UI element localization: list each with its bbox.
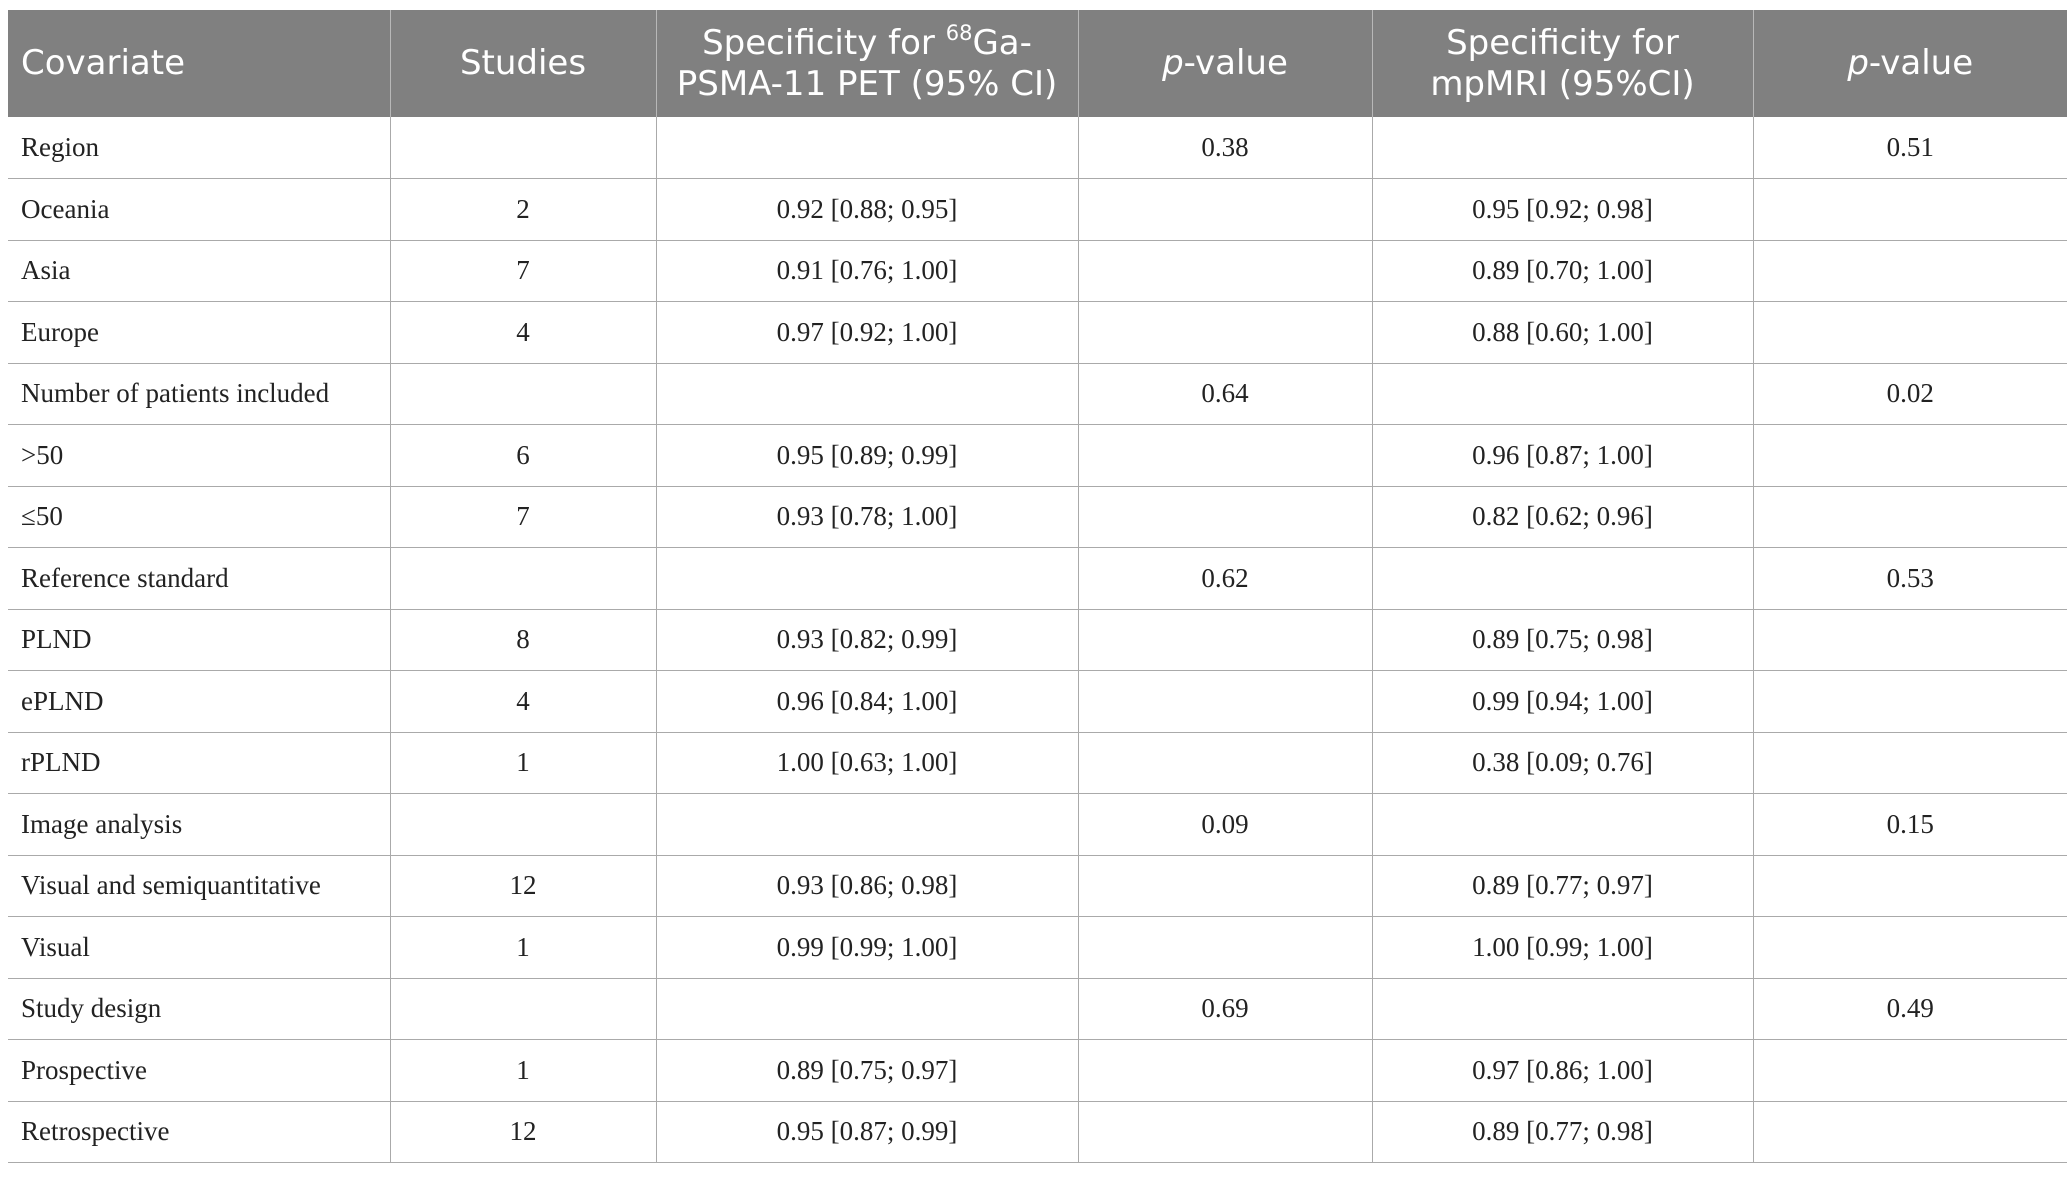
table-row [8, 609, 2067, 671]
cell-mri-p-value [1753, 1101, 2067, 1163]
cell-studies: 1 [390, 732, 656, 794]
cell-pet-specificity: 1.00 [0.63; 1.00] [656, 732, 1078, 794]
cell-studies [390, 363, 656, 425]
table-row [8, 425, 2067, 487]
table-row [8, 794, 2067, 856]
cell-pet-p-value: 0.62 [1078, 548, 1372, 610]
cell-covariate: ePLND [8, 671, 390, 733]
header-pet-spec-superscript: 68 [945, 20, 973, 45]
table-row [8, 978, 2067, 1040]
table-body [8, 117, 2067, 1163]
header-pet-specificity [656, 10, 1078, 117]
cell-pet-specificity: 0.95 [0.89; 0.99] [656, 425, 1078, 487]
table-row [8, 302, 2067, 364]
header-pet-p-rest: -value [1183, 43, 1288, 83]
cell-mri-specificity [1372, 363, 1753, 425]
header-mri-p-rest: -value [1868, 43, 1974, 83]
cell-mri-p-value: 0.51 [1753, 117, 2067, 179]
cell-pet-p-value: 0.69 [1078, 978, 1372, 1040]
cell-mri-p-value: 0.15 [1753, 794, 2067, 856]
table-row [8, 855, 2067, 917]
cell-pet-p-value [1078, 1101, 1372, 1163]
cell-covariate: Visual and semiquantitative [8, 855, 390, 917]
header-row [8, 10, 2067, 117]
cell-covariate: Study design [8, 978, 390, 1040]
cell-covariate: Prospective [8, 1040, 390, 1102]
cell-covariate: Image analysis [8, 794, 390, 856]
cell-mri-p-value [1753, 1040, 2067, 1102]
cell-mri-specificity: 0.96 [0.87; 1.00] [1372, 425, 1753, 487]
cell-mri-specificity: 0.95 [0.92; 0.98] [1372, 179, 1753, 241]
cell-studies: 8 [390, 609, 656, 671]
cell-pet-p-value: 0.38 [1078, 117, 1372, 179]
cell-studies: 1 [390, 1040, 656, 1102]
cell-pet-specificity: 0.93 [0.78; 1.00] [656, 486, 1078, 548]
cell-pet-p-value: 0.64 [1078, 363, 1372, 425]
cell-pet-specificity: 0.92 [0.88; 0.95] [656, 179, 1078, 241]
cell-mri-specificity: 1.00 [0.99; 1.00] [1372, 917, 1753, 979]
cell-pet-p-value [1078, 609, 1372, 671]
cell-mri-p-value [1753, 425, 2067, 487]
cell-pet-specificity: 0.91 [0.76; 1.00] [656, 240, 1078, 302]
cell-covariate: Asia [8, 240, 390, 302]
cell-mri-specificity: 0.38 [0.09; 0.76] [1372, 732, 1753, 794]
header-pet-spec-line2: PSMA-11 PET (95% CI) [676, 63, 1058, 104]
cell-pet-specificity: 0.93 [0.86; 0.98] [656, 855, 1078, 917]
cell-studies [390, 978, 656, 1040]
cell-mri-specificity: 0.89 [0.75; 0.98] [1372, 609, 1753, 671]
table-row [8, 671, 2067, 733]
cell-covariate: Visual [8, 917, 390, 979]
cell-studies: 7 [390, 240, 656, 302]
cell-mri-specificity: 0.97 [0.86; 1.00] [1372, 1040, 1753, 1102]
cell-studies: 2 [390, 179, 656, 241]
cell-pet-p-value [1078, 1040, 1372, 1102]
cell-covariate: Oceania [8, 179, 390, 241]
cell-covariate: PLND [8, 609, 390, 671]
cell-mri-specificity: 0.89 [0.70; 1.00] [1372, 240, 1753, 302]
cell-mri-specificity [1372, 548, 1753, 610]
header-covariate: Covariate [8, 10, 390, 117]
header-mri-spec-line2: mpMRI (95%CI) [1430, 63, 1695, 104]
table-row [8, 117, 2067, 179]
cell-mri-specificity [1372, 794, 1753, 856]
cell-mri-p-value [1753, 240, 2067, 302]
cell-mri-p-value: 0.53 [1753, 548, 2067, 610]
cell-pet-p-value [1078, 302, 1372, 364]
cell-mri-p-value [1753, 732, 2067, 794]
cell-mri-p-value [1753, 671, 2067, 733]
cell-pet-p-value [1078, 240, 1372, 302]
cell-studies [390, 548, 656, 610]
header-pet-spec-line1-end: Ga- [972, 22, 1032, 63]
cell-pet-specificity [656, 978, 1078, 1040]
cell-pet-p-value [1078, 179, 1372, 241]
cell-pet-specificity [656, 548, 1078, 610]
cell-covariate: Region [8, 117, 390, 179]
cell-studies: 4 [390, 302, 656, 364]
cell-pet-specificity: 0.93 [0.82; 0.99] [656, 609, 1078, 671]
header-pet-p-value [1078, 10, 1372, 117]
cell-pet-specificity: 0.89 [0.75; 0.97] [656, 1040, 1078, 1102]
cell-mri-specificity [1372, 978, 1753, 1040]
cell-pet-p-value [1078, 486, 1372, 548]
cell-mri-specificity: 0.88 [0.60; 1.00] [1372, 302, 1753, 364]
table-row [8, 179, 2067, 241]
cell-mri-p-value [1753, 609, 2067, 671]
cell-mri-specificity: 0.99 [0.94; 1.00] [1372, 671, 1753, 733]
cell-pet-specificity [656, 794, 1078, 856]
table-row [8, 917, 2067, 979]
table-row [8, 363, 2067, 425]
cell-covariate: ≤50 [8, 486, 390, 548]
header-mri-p-italic: p [1847, 43, 1869, 83]
cell-mri-p-value: 0.49 [1753, 978, 2067, 1040]
cell-pet-specificity [656, 117, 1078, 179]
cell-studies: 12 [390, 1101, 656, 1163]
cell-mri-p-value [1753, 302, 2067, 364]
cell-studies: 4 [390, 671, 656, 733]
table-row [8, 486, 2067, 548]
cell-studies: 12 [390, 855, 656, 917]
cell-mri-p-value [1753, 179, 2067, 241]
cell-covariate: Retrospective [8, 1101, 390, 1163]
cell-mri-p-value [1753, 855, 2067, 917]
cell-pet-specificity: 0.97 [0.92; 1.00] [656, 302, 1078, 364]
cell-covariate: rPLND [8, 732, 390, 794]
cell-mri-specificity: 0.89 [0.77; 0.97] [1372, 855, 1753, 917]
cell-covariate: Reference standard [8, 548, 390, 610]
table-row [8, 548, 2067, 610]
table-row [8, 1040, 2067, 1102]
cell-mri-specificity [1372, 117, 1753, 179]
cell-pet-p-value [1078, 425, 1372, 487]
cell-pet-specificity: 0.99 [0.99; 1.00] [656, 917, 1078, 979]
cell-pet-p-value [1078, 855, 1372, 917]
cell-pet-specificity: 0.96 [0.84; 1.00] [656, 671, 1078, 733]
header-mri-p-value [1753, 10, 2067, 117]
cell-covariate: Europe [8, 302, 390, 364]
table-row [8, 240, 2067, 302]
cell-pet-p-value [1078, 917, 1372, 979]
cell-pet-specificity: 0.95 [0.87; 0.99] [656, 1101, 1078, 1163]
cell-pet-specificity [656, 363, 1078, 425]
header-mri-specificity [1372, 10, 1753, 117]
cell-mri-specificity: 0.89 [0.77; 0.98] [1372, 1101, 1753, 1163]
cell-covariate: Number of patients included [8, 363, 390, 425]
cell-studies [390, 117, 656, 179]
header-pet-p-italic: p [1162, 43, 1184, 83]
table-row [8, 732, 2067, 794]
cell-mri-p-value [1753, 486, 2067, 548]
cell-pet-p-value [1078, 671, 1372, 733]
cell-studies: 1 [390, 917, 656, 979]
table-header [8, 10, 2067, 117]
cell-mri-p-value: 0.02 [1753, 363, 2067, 425]
cell-covariate: >50 [8, 425, 390, 487]
header-mri-spec-line1: Specificity for [1446, 22, 1679, 63]
header-studies: Studies [390, 10, 656, 117]
cell-studies [390, 794, 656, 856]
cell-studies: 7 [390, 486, 656, 548]
cell-mri-specificity: 0.82 [0.62; 0.96] [1372, 486, 1753, 548]
covariate-specificity-table [8, 10, 2067, 1163]
cell-pet-p-value: 0.09 [1078, 794, 1372, 856]
header-pet-spec-prefix: Specificity for [702, 22, 946, 63]
table-row [8, 1101, 2067, 1163]
cell-mri-p-value [1753, 917, 2067, 979]
cell-studies: 6 [390, 425, 656, 487]
cell-pet-p-value [1078, 732, 1372, 794]
